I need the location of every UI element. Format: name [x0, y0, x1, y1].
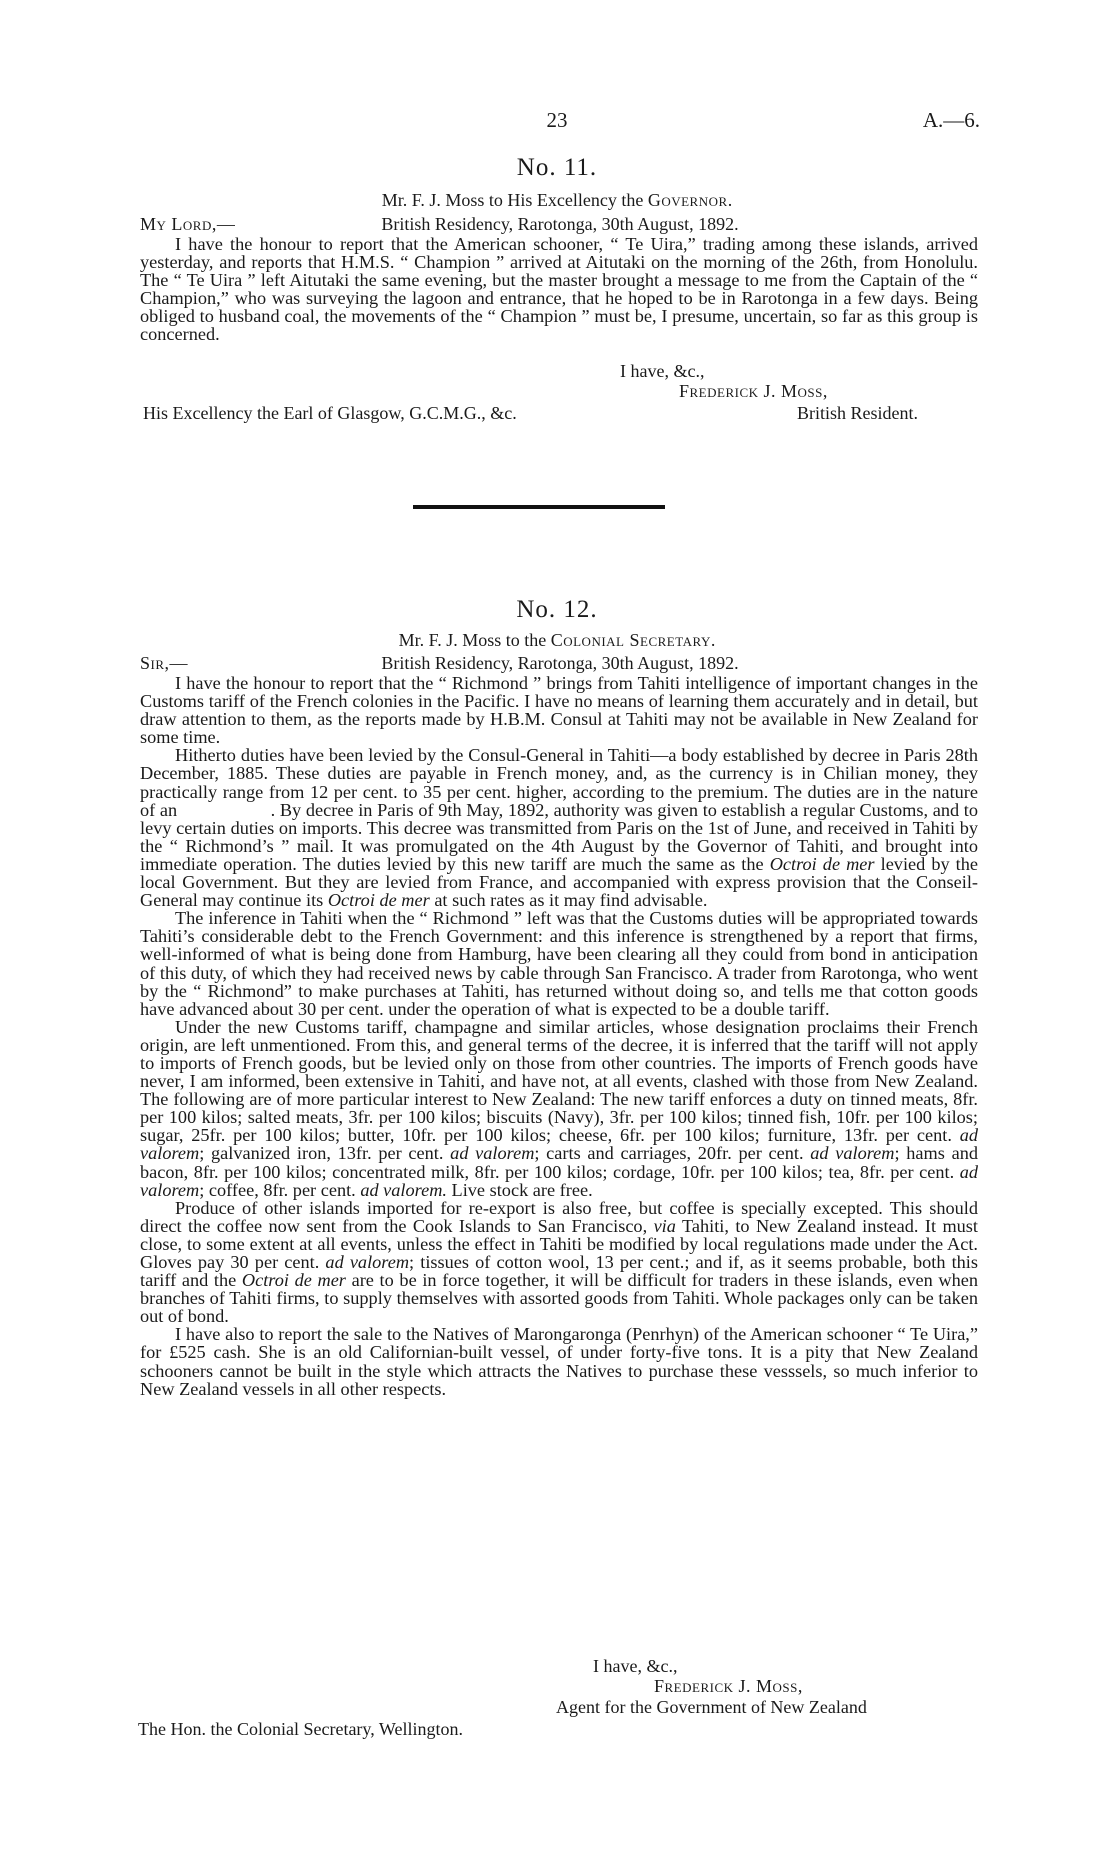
letter-11-signatory-title: British Resident.: [797, 403, 918, 423]
letter-11-addressee: His Excellency the Earl of Glasgow, G.C.M.G., &c.: [143, 403, 517, 423]
letter-12-closing: I have, &c.,: [593, 1656, 678, 1676]
letter-11-dateline: British Residency, Rarotonga, 30th August, 1892.: [381, 214, 739, 234]
letter-12-title: Mr. F. J. Moss to the Colonial Secretary.: [398, 630, 716, 650]
letter-12-salutation-line: [140, 653, 980, 675]
letter-12-paragraph-2: Hitherto duties have been levied by the Consul-General in Tahiti—a body established by decree in Paris 28th December, 1885. These duties are payable in French money, and, as the currency is in Chilian money, they practically range from 12 per cent. to 35 per cent. higher, according to the premium. The duties are in the nature of an . By decree in Paris of 9th May, 1892, authority was given to establish a regular Customs, and to levy certain duties on imports. This decree was transmitted from Paris on the 1st of June, and received in Tahiti by the “ Richmond’s ” mail. It was promulgated on the 4th August by the Governor of Tahiti, and brought into immediate operation. The duties levied by this new tariff are much the same as the Octroi de mer levied by the local Government. But they are levied from France, and accompanied with express provision that the Conseil-General may continue its Octroi de mer at such rates as it may find advisable.: [140, 745, 979, 911]
letter-12-paragraph-6: I have also to report the sale to the Natives of Marongaronga (Penrhyn) of the American schooner “ Te Uira,” for £525 cash. She is an old Californian-built vessel, of under forty-five tons. It is a pity that New Zealand schooners cannot be built in the style which attracts the Natives to purchase these vesssels, so much inferior to New Zealand vessels in all other respects.: [140, 1324, 978, 1399]
letter-12-signatory-title: Agent for the Government of New Zealand: [556, 1697, 867, 1717]
page-header: [0, 108, 1114, 138]
section-divider: [413, 505, 665, 509]
letter-12-signature: Frederick J. Moss,: [654, 1676, 803, 1696]
document-reference: A.—6.: [922, 108, 980, 132]
letter-12-body: [140, 674, 978, 1398]
letter-12-number: No. 12.: [516, 596, 598, 623]
letter-12-paragraph-3: The inference in Tahiti when the “ Richmond ” left was that the Customs duties will be appropriated towards Tahiti’s considerable debt to the French Government: and this inference is strengthened by a report that firms, well-informed of what is being done from Hamburg, have been clearing all they could from bond in anticipation of this duty, of which they had received news by cable through San Francisco. A trader from Rarotonga, who went by the “ Richmond” to make purchases at Tahiti, has returned without doing so, and tells me that cotton goods have advanced about 30 per cent. under the operation of what is expected to be a double tariff.: [140, 908, 978, 1019]
letter-11-salutation-line: [140, 214, 980, 236]
letter-11-signature: Frederick J. Moss,: [679, 381, 828, 401]
letter-12-paragraph-1: I have the honour to report that the “ Richmond ” brings from Tahiti intelligence of important changes in the Customs tariff of the French colonies in the Pacific. I have no means of learning them accurately and in detail, but draw attention to them, as the reports made by H.B.M. Consul at Tahiti may not be available in New Zealand for some time.: [140, 673, 978, 748]
letter-11-title: Mr. F. J. Moss to His Excellency the Governor.: [381, 190, 733, 210]
letter-12-dateline: British Residency, Rarotonga, 30th August, 1892.: [381, 653, 739, 673]
letter-11-closing: I have, &c.,: [620, 361, 705, 381]
page-number: 23: [546, 108, 568, 132]
letter-12-salutation: Sir,—: [140, 653, 189, 673]
letter-12-paragraph-5: Produce of other islands imported for re-export is also free, but coffee is specially excepted. This should direct the coffee now sent from the Cook Islands to San Francisco, via Tahiti, to New Zealand instead. It must close, to some extent at all events, unless the effect in Tahiti be modified by local regulations made under the Act. Gloves pay 30 per cent. ad valorem; tissues of cotton wool, 13 per cent.; and if, as it seems probable, both this tariff and the Octroi de mer are to be in force together, it will be difficult for traders in these islands, even when branches of Tahiti firms, to supply themselves with assorted goods from Tahiti. Whole packages only can be taken out of bond.: [140, 1197, 979, 1327]
letter-11-paragraph: I have the honour to report that the American schooner, “ Te Uira,” trading among these islands, arrived yesterday, and reports that H.M.S. “ Champion ” arrived at Aitutaki on the morning of the 26th, from Honolulu. The “ Te Uira ” left Aitutaki the same evening, but the master brought a message to me from the Captain of the “ Champion,” who was surveying the lagoon and entrance, that he hoped to be in Rarotonga in a few days. Being obliged to husband coal, the movements of the “ Champion ” must be, I presume, uncertain, so far as this group is concerned.: [140, 234, 978, 345]
letter-12-paragraph-4: Under the new Customs tariff, champagne and similar articles, whose designation proclaims their French origin, are left unmentioned. From this, and general terms of the decree, it is inferred that the tariff will not apply to imports of French goods, but be levied only on those from other countries. The imports of French goods have never, I am informed, been extensive in Tahiti, and have not, at all events, clashed with those from New Zealand. The following are of more particular interest to New Zealand: The new tariff enforces a duty on tinned meats, 8fr. per 100 kilos; salted meats, 3fr. per 100 kilos; biscuits (Navy), 3fr. per 100 kilos; tinned fish, 10fr. per 100 kilos; sugar, 25fr. per 100 kilos; butter, 10fr. per 100 kilos; cheese, 6fr. per 100 kilos; furniture, 13fr. per cent. ad valorem; galvanized iron, 13fr. per cent. ad valorem; carts and carriages, 20fr. per cent. ad valorem; hams and bacon, 8fr. per 100 kilos; concentrated milk, 8fr. per 100 kilos; cordage, 10fr. per 100 kilos; tea, 8fr. per cent. ad valorem; coffee, 8fr. per cent. ad valorem. Live stock are free.: [140, 1016, 978, 1200]
letter-12-addressee: The Hon. the Colonial Secretary, Wellington.: [138, 1719, 463, 1739]
letter-11-body: [140, 235, 978, 344]
letter-11-number: No. 11.: [516, 154, 598, 181]
letter-11-salutation: My Lord,—: [140, 214, 236, 234]
